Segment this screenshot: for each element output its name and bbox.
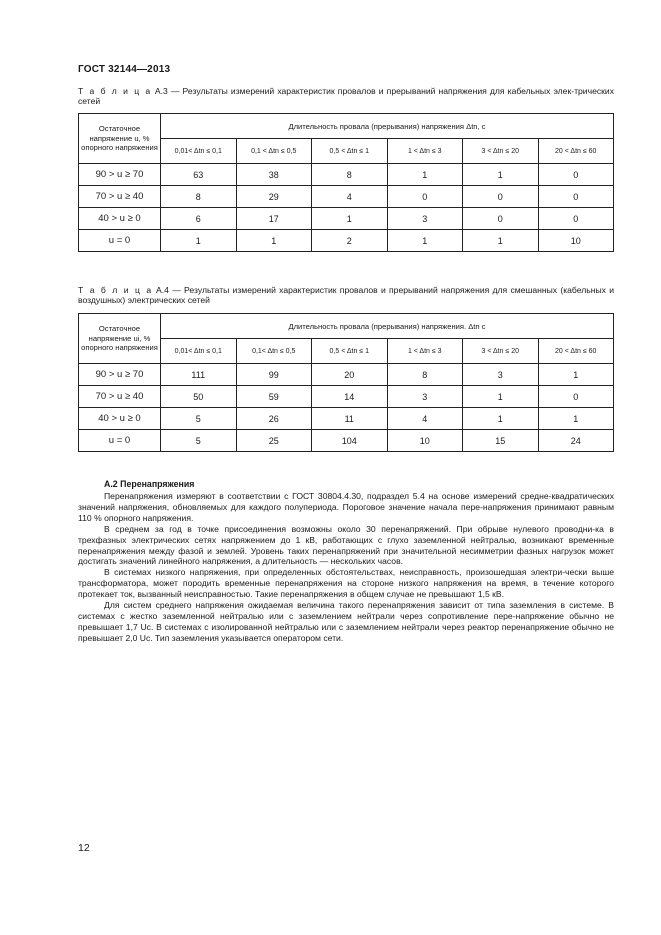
duration-header: 0,5 < Δtn ≤ 1 (312, 339, 388, 364)
table-a3 (78, 113, 614, 252)
table-cell: 20 (312, 364, 388, 386)
table-row (79, 164, 614, 186)
table-cell: 0 (538, 386, 614, 408)
table-cell: 3 (387, 208, 463, 230)
table-cell: 63 (161, 164, 237, 186)
duration-header: 0,01< Δtn ≤ 0,1 (161, 339, 237, 364)
table-a3-caption-text: А.3 — Результаты измерений характеристик провалов и прерываний напряжения для кабельных элек-трических сетей (78, 86, 615, 106)
table-cell: 26 (236, 408, 312, 430)
table-cell: 1 (463, 386, 539, 408)
table-cell: 4 (387, 408, 463, 430)
table-cell: 0 (387, 186, 463, 208)
table-a4-caption (78, 285, 614, 305)
row-label: u = 0 (79, 430, 161, 452)
duration-header: 1 < Δtn ≤ 3 (387, 339, 463, 364)
table-cell: 1 (538, 364, 614, 386)
table-row (79, 208, 614, 230)
column-group-header-duration: Длительность провала (прерывания) напряжения. Δtn с (161, 314, 614, 339)
table-a3-caption (78, 86, 614, 106)
duration-header: 3 < Δtn ≤ 20 (463, 339, 539, 364)
table-row (79, 364, 614, 386)
row-label: 40 > u ≥ 0 (79, 208, 161, 230)
table-cell: 50 (161, 386, 237, 408)
table-cell: 24 (538, 430, 614, 452)
section-title-overvoltages: А.2 Перенапряжения (104, 479, 195, 489)
table-cell: 104 (312, 430, 388, 452)
table-row (79, 408, 614, 430)
duration-header: 20 < Δtn ≤ 60 (538, 139, 614, 164)
column-header-residual-voltage: Остаточное напряжение ui, % опорного напряжения (79, 314, 161, 364)
table-cell: 1 (463, 164, 539, 186)
table-cell: 17 (236, 208, 312, 230)
table-cell: 0 (538, 186, 614, 208)
table-row (79, 430, 614, 452)
table-cell: 29 (236, 186, 312, 208)
table-a4 (78, 313, 614, 452)
table-cell: 0 (538, 164, 614, 186)
table-cell: 111 (161, 364, 237, 386)
table-a4-caption-label: Т а б л и ц а (78, 285, 153, 295)
table-cell: 5 (161, 408, 237, 430)
paragraph: В системах низкого напряжения, при определенных обстоятельствах, неисправность, произошедшая электри-чески выше трансформатора, может породить временные перенапряжения на стороне низкого напряжения на время, в течение которого протекает ток, вызванный неисправностью. Такие перенапряжения в общем случае не превышают 1,5 кВ. (78, 567, 614, 600)
column-header-residual-voltage: Остаточное напряжение u, % опорного напряжения (79, 114, 161, 164)
table-cell: 4 (312, 186, 388, 208)
table-cell: 1 (312, 208, 388, 230)
table-cell: 10 (538, 230, 614, 252)
paragraph: Перенапряжения измеряют в соответствии с ГОСТ 30804.4.30, подраздел 5.4 на основе измерений средне-квадратических значений напряжения, обновляемых для каждого полупериода. Пороговое значение начала пере-напряжения принимают равным 110 % опорного напряжения. (78, 491, 614, 523)
paragraph: В среднем за год в точке присоединения возможны около 30 перенапряжений. При обрыве нулевого проводни-ка в трехфазных электрических сетях напряжением до 1 кВ, работающих с глухо заземленной нейтралью, возникают временные перенапряжения между фазой и землей. Уровень таких перенапряжений при значительной несимметрии фазных нагрузок может достигать значений линейного напряжения, а длительность — нескольких часов. (78, 523, 614, 567)
table-cell: 3 (387, 386, 463, 408)
table-cell: 1 (463, 230, 539, 252)
table-cell: 15 (463, 430, 539, 452)
table-cell: 14 (312, 386, 388, 408)
duration-header: 0,1< Δtn ≤ 0,5 (236, 339, 312, 364)
table-cell: 11 (312, 408, 388, 430)
duration-header: 3 < Δtn ≤ 20 (463, 139, 539, 164)
section-body (78, 491, 614, 644)
table-a3-caption-label: Т а б л и ц а (78, 86, 152, 96)
table-cell: 8 (312, 164, 388, 186)
table-row (79, 186, 614, 208)
table-cell: 1 (463, 408, 539, 430)
table-row (79, 230, 614, 252)
column-group-header-duration: Длительность провала (прерывания) напряжения Δtn, с (161, 114, 614, 139)
row-label: 90 > u ≥ 70 (79, 364, 161, 386)
table-cell: 0 (463, 208, 539, 230)
document-code: ГОСТ 32144—2013 (78, 64, 171, 75)
paragraph: Для систем среднего напряжения ожидаемая величина такого перенапряжения зависит от типа заземления в системе. В системах с жестко заземленной нейтралью или с заземлением нейтрали через сопротивление пере-напряжение обычно не превышает 1,7 Uc. В системах с изолированной нейтралью или с заземлением нейтрали через реактор перенапряжение обычно не превышает 2,0 Uc. Тип заземления указывается оператором сети. (78, 600, 614, 643)
page-number: 12 (78, 842, 90, 854)
table-cell: 1 (387, 164, 463, 186)
table-cell: 59 (236, 386, 312, 408)
duration-header: 0,01< Δtn ≤ 0,1 (161, 139, 237, 164)
table-cell: 0 (538, 208, 614, 230)
duration-header: 1 < Δtn ≤ 3 (387, 139, 463, 164)
table-cell: 3 (463, 364, 539, 386)
table-cell: 8 (387, 364, 463, 386)
row-label: u = 0 (79, 230, 161, 252)
duration-header: 0,5 < Δtn ≤ 1 (312, 139, 388, 164)
table-cell: 99 (236, 364, 312, 386)
table-cell: 2 (312, 230, 388, 252)
table-cell: 10 (387, 430, 463, 452)
duration-header: 20 < Δtn ≤ 60 (538, 339, 614, 364)
row-label: 90 > u ≥ 70 (79, 164, 161, 186)
table-cell: 38 (236, 164, 312, 186)
table-cell: 1 (161, 230, 237, 252)
table-row (79, 386, 614, 408)
row-label: 70 > u ≥ 40 (79, 386, 161, 408)
row-label: 40 > u ≥ 0 (79, 408, 161, 430)
table-cell: 25 (236, 430, 312, 452)
table-cell: 5 (161, 430, 237, 452)
table-a4-caption-text: А.4 — Результаты измерений характеристик провалов и прерываний напряжения для смешанных (кабельных и воздушных) электрических сетей (78, 285, 615, 305)
table-cell: 8 (161, 186, 237, 208)
table-cell: 1 (387, 230, 463, 252)
table-cell: 1 (538, 408, 614, 430)
table-cell: 0 (463, 186, 539, 208)
row-label: 70 > u ≥ 40 (79, 186, 161, 208)
duration-header: 0,1 < Δtn ≤ 0,5 (236, 139, 312, 164)
table-cell: 6 (161, 208, 237, 230)
table-cell: 1 (236, 230, 312, 252)
